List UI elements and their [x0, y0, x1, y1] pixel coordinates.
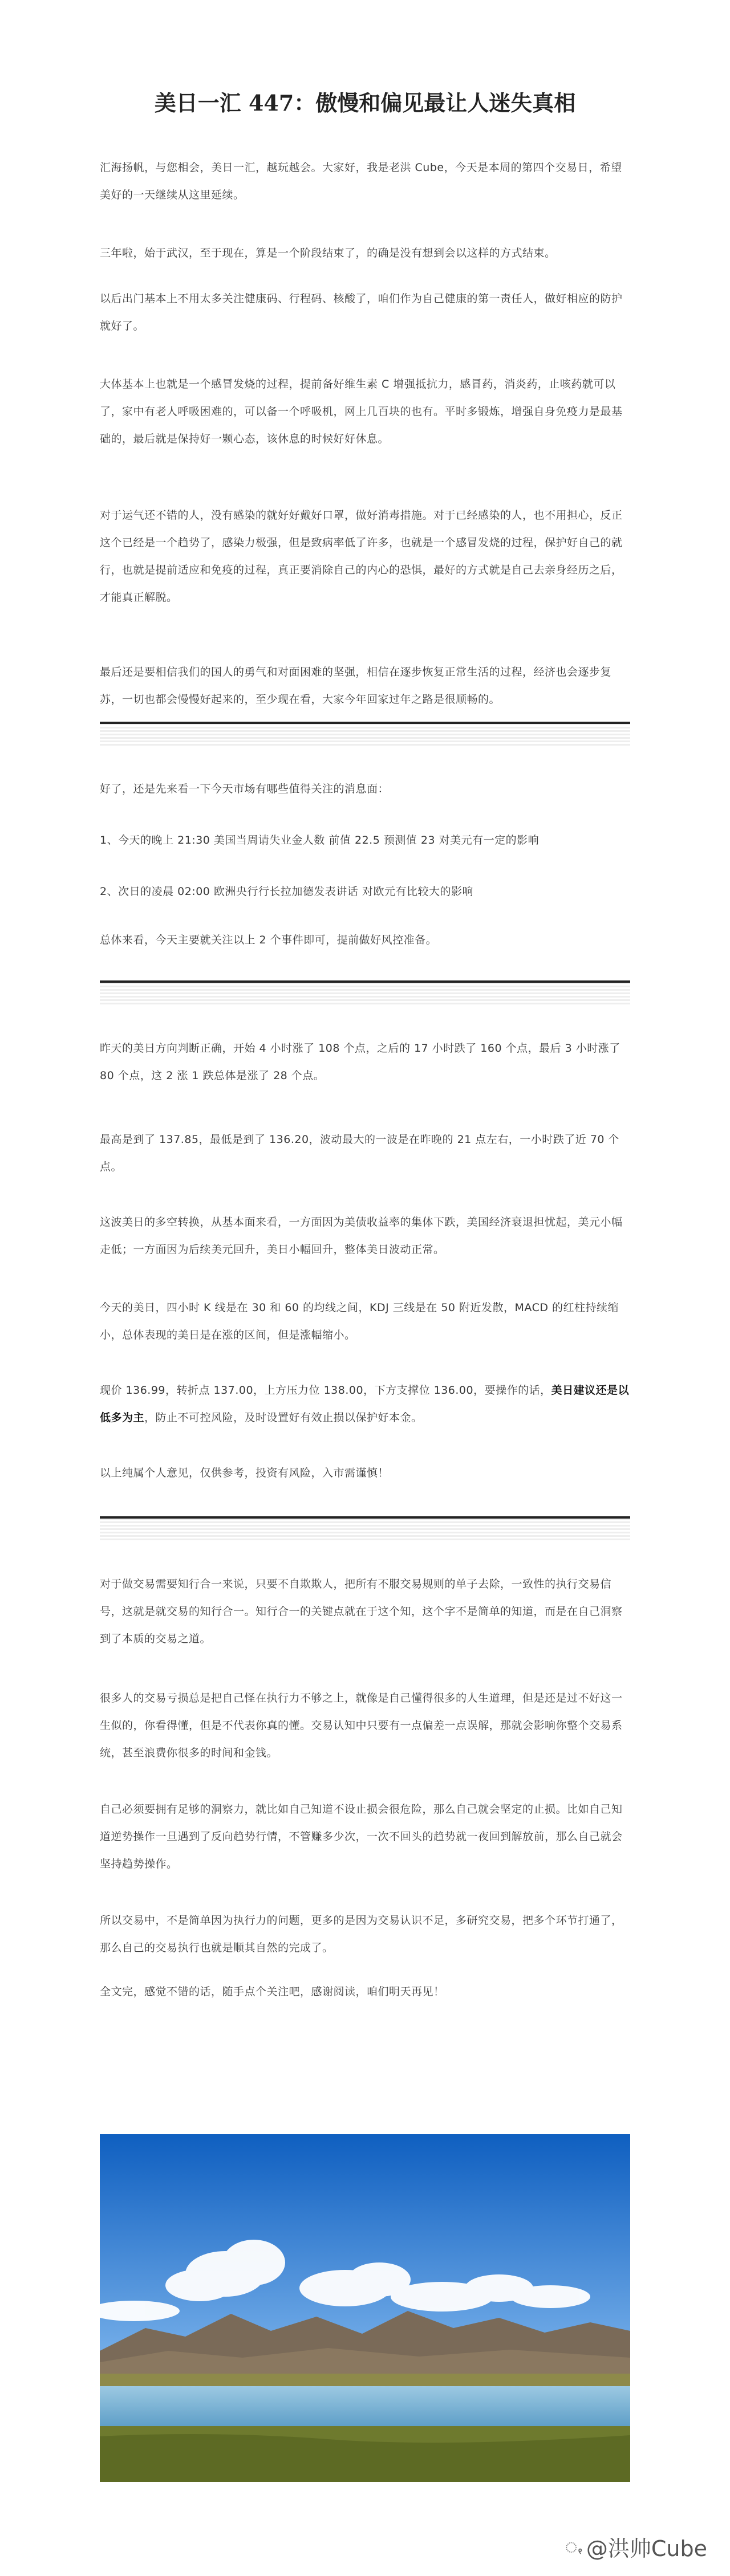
price-tail: ，防止不可控风险，及时设置好有效止损以保护好本金。 [144, 1411, 423, 1424]
lake [100, 2386, 630, 2426]
paragraph-knowledge-action: 对于做交易需要知行合一来说，只要不自欺欺人，把所有不服交易规则的单子去除，一致性的执行交易信号，这就是就交易的知行合一。知行合一的关键点就在于这个知，这个字不是简单的知道，而是在自己洞察到了本质的交易之道。 [100, 1578, 623, 1645]
paragraph-high-low: 最高是到了 137.85，最低是到了 136.20，波动最大的一波是在昨晚的 21 点左右，一小时跌了近 70 个点。 [100, 1133, 620, 1173]
watermark-text: @洪帅Cube [586, 2536, 707, 2561]
section-divider [100, 980, 630, 1004]
paragraph-news-summary: 总体来看，今天主要就关注以上 2 个事件即可，提前做好风控准备。 [100, 934, 437, 946]
watermark [565, 2531, 707, 2562]
price-suggestion: 美日建议还是以低多为主 [100, 1384, 630, 1424]
news-item-1: 1、今天的晚上 21:30 美国当周请失业金人数 前值 22.5 预测值 23 对美元有一定的影响 [100, 834, 540, 847]
paragraph-execution: 很多人的交易亏损总是把自己怪在执行力不够之上，就像是自己懂得很多的人生道理，但是还是过不好这一生似的，你看得懂，但是不代表你真的懂。交易认知中只要有一点偏差一点误解，那就会影响你整个交易系统，甚至浪费你很多的时间和金钱。 [100, 1692, 623, 1759]
section-divider [100, 722, 630, 746]
paragraph-lucky-people: 对于运气还不错的人，没有感染的就好好戴好口罩，做好消毒措施。对于已经感染的人，也不用担心，反正这个已经是一个趋势了，感染力极强，但是致病率低了许多，也就是一个感冒发烧的过程，保护好自己的就行，也就是提前适应和免疫的过程，真正要消除自己的内心的恐惧，最好的方式就是自己去亲身经历之后，才能真正解脱。 [100, 509, 623, 604]
paragraph-insight: 自己必须要拥有足够的洞察力，就比如自己知道不设止损会很危险，那么自己就会坚定的止损。比如自己知道逆势操作一旦遇到了反向趋势行情，不管赚多少次，一次不回头的趋势就一夜回到解放前，那么自己就会坚持趋势操作。 [100, 1803, 623, 1870]
paragraph-three-years: 三年啦，始于武汉，至于现在，算是一个阶段结束了，的确是没有想到会以这样的方式结束。 [100, 247, 556, 259]
paragraph-health-code: 以后出门基本上不用太多关注健康码、行程码、核酸了，咱们作为自己健康的第一责任人，做好相应的防护就好了。 [100, 292, 623, 332]
paragraph-closing: 全文完，感觉不错的话，随手点个关注吧，感谢阅读，咱们明天再见！ [100, 1985, 445, 1998]
paragraph-believe: 最后还是要相信我们的国人的勇气和对面困难的坚强，相信在逐步恢复正常生活的过程，经济也会逐步复苏，一切也都会慢慢好起来的，至少现在看，大家今年回家过年之路是很顺畅的。 [100, 666, 612, 706]
paragraph-cold-process: 大体基本上也就是一个感冒发烧的过程，提前备好维生素 C 增强抵抗力，感冒药，消炎药，止咳药就可以了，家中有老人呼吸困难的，可以备一个呼吸机，网上几百块的也有。平时多锻炼，增强自身免疫力是最基础的，最后就是保持好一颗心态，该休息的时候好好休息。 [100, 378, 623, 445]
section-divider [100, 1516, 630, 1540]
article-title: 美日一汇 447：傲慢和偏见最让人迷失真相 [154, 90, 576, 116]
paragraph-disclaimer: 以上纯属个人意见，仅供参考，投资有风险，入市需谨慎！ [100, 1467, 390, 1479]
paragraph-fundamentals: 这波美日的多空转换，从基本面来看，一方面因为美债收益率的集体下跌，美国经济衰退担忧起，美元小幅走低；一方面因为后续美元回升，美日小幅回升，整体美日波动正常。 [100, 1216, 623, 1256]
paragraph-conclusion: 所以交易中，不是简单因为执行力的问题，更多的是因为交易认识不足，多研究交易，把多个环节打通了，那么自己的交易执行也就是顺其自然的完成了。 [100, 1914, 623, 1954]
paragraph-price-levels [100, 1377, 630, 1431]
paragraph-yesterday-review: 昨天的美日方向判断正确，开始 4 小时涨了 108 个点，之后的 17 小时跌了 160 个点，最后 3 小时涨了 80 个点，这 2 涨 1 跌总体是涨了 28 个点。 [100, 1042, 620, 1082]
paragraph-greeting: 汇海扬帆，与您相会，美日一汇，越玩越会。大家好，我是老洪 Cube，今天是本周的第四个交易日，希望美好的一天继续从这里延续。 [100, 161, 622, 201]
landscape-photo [100, 2134, 630, 2482]
news-item-2: 2、次日的凌晨 02:00 欧洲央行行长拉加德发表讲话 对欧元有比较大的影响 [100, 885, 473, 898]
far-shore [100, 2374, 630, 2386]
weibo-logo-icon: ꩻ [565, 2533, 583, 2557]
paragraph-news-intro: 好了，还是先来看一下今天市场有哪些值得关注的消息面： [100, 783, 390, 795]
paragraph-technicals: 今天的美日，四小时 K 线是在 30 和 60 的均线之间，KDJ 三线是在 50 附近发散，MACD 的红柱持续缩小，总体表现的美日是在涨的区间，但是涨幅缩小。 [100, 1301, 619, 1341]
price-lead: 现价 136.99，转折点 137.00，上方压力位 138.00，下方支撑位 136.00，要操作的话， [100, 1384, 551, 1397]
